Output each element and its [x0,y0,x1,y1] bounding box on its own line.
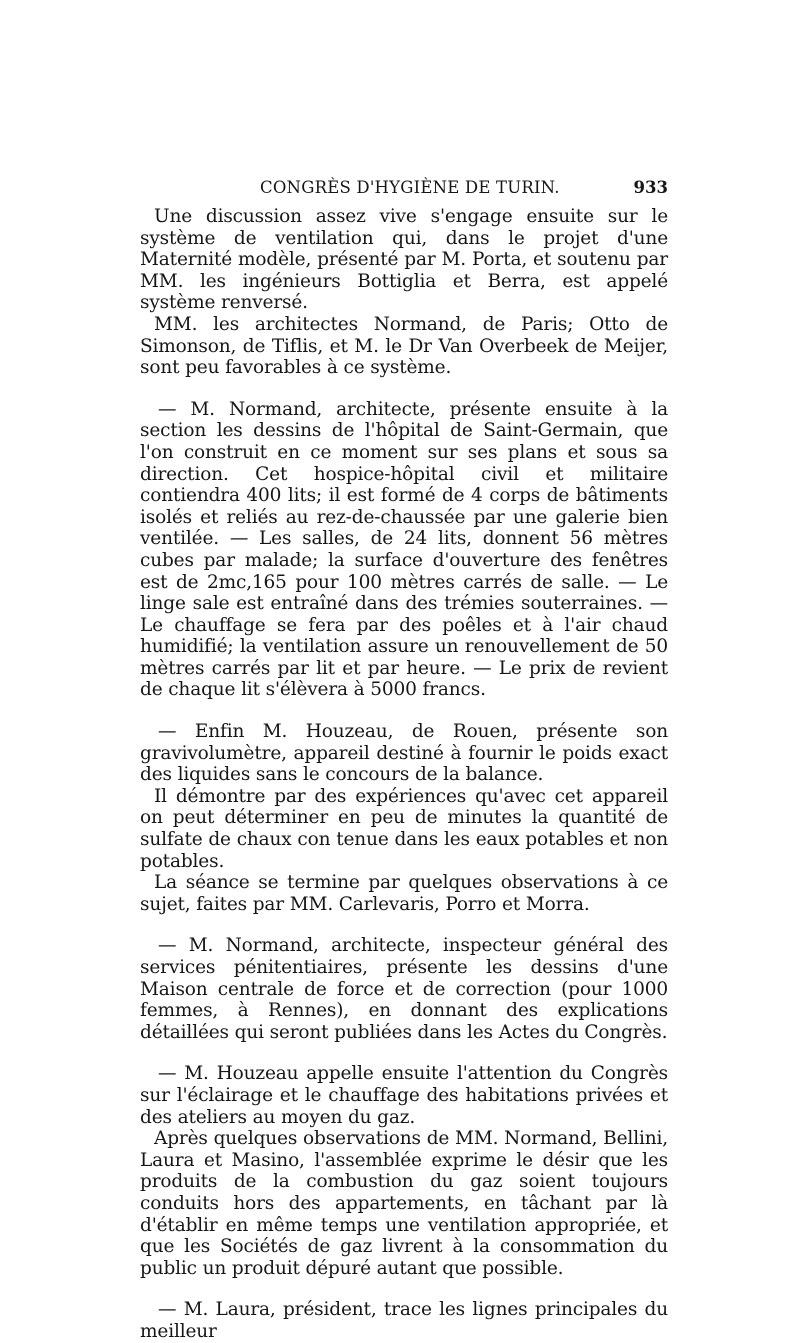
paragraph-ventilation-discussion: Une discussion assez vive s'engage ensuite sur le système de ventilation qui, dans le projet d'une Maternité modèle, présenté par M. Porta, et soutenu par MM. les ingénieurs Bottiglia et Berra, est appelé système renversé. [140,206,668,314]
paragraph-gravivolumetre: — Enfin M. Houzeau, de Rouen, présente son gravivolumètre, appareil destiné à fournir le poids exact des liquides sans le concours de la balance. [140,721,668,786]
page-header [140,174,668,202]
paragraph-assemblee-desir: Après quelques observations de MM. Normand, Bellini, Laura et Masino, l'assemblée exprime le désir que les produits de la combustion du gaz soient toujours conduits hors des appartements, en tâchant par là d'établir en même temps une ventilation appropriée, et que les Sociétés de gaz livrent à la consommation du public un produit dépuré autant que possible. [140,1128,668,1279]
paragraph-eclairage-gaz: — M. Houzeau appelle ensuite l'attention du Congrès sur l'éclairage et le chauffage des habitations privées et des ateliers au moyen du gaz. [140,1063,668,1128]
paragraph-seance-close: La séance se termine par quelques observations à ce sujet, faites par MM. Carlevaris, Porro et Morra. [140,872,668,915]
paragraph-hopital-saint-germain: — M. Normand, architecte, présente ensuite à la section les dessins de l'hôpital de Saint-Germain, que l'on construit en ce moment sur ses plans et sous sa direction. Cet hospice-hôpital civil et militaire contiendra 400 lits; il est formé de 4 corps de bâtiments isolés et reliés au rez-de-chaussée par une galerie bien ventilée. — Les salles, de 24 lits, donnent 56 mètres cubes par malade; la surface d'ouverture des fenêtres est de 2mc,165 pour 100 mètres carrés de salle. — Le linge sale est entraîné dans des trémies souterraines. — Le chauffage se fera par des poêles et à l'air chaud humidifié; la ventilation assure un renouvellement de 50 mètres carrés par lit et par heure. — Le prix de revient de chaque lit s'élèvera à 5000 francs. [140,398,668,701]
paragraph-architects-opinion: MM. les architectes Normand, de Paris; Otto de Simonson, de Tiflis, et M. le Dr Van Overbeek de Meijer, sont peu favorables à ce système. [140,313,668,379]
running-title: CONGRÈS D'HYGIÈNE DE TURIN. [260,178,560,197]
paragraph-maison-centrale: — M. Normand, architecte, inspecteur général des services pénitentiaires, présente les dessins d'une Maison centrale de force et de correction (pour 1000 femmes, à Rennes), en donnant des explications détaillées qui seront publiées dans les Actes du Congrès. [140,935,668,1043]
paragraph-experiences: Il démontre par des expériences qu'avec cet appareil on peut déterminer en peu de minutes la quantité de sulfate de chaux con tenue dans les eaux potables et non potables. [140,785,668,872]
body-text [140,206,668,1343]
page-number: 933 [633,178,668,197]
paragraph-laura-president: — M. Laura, président, trace les lignes principales du meilleur [140,1299,668,1342]
